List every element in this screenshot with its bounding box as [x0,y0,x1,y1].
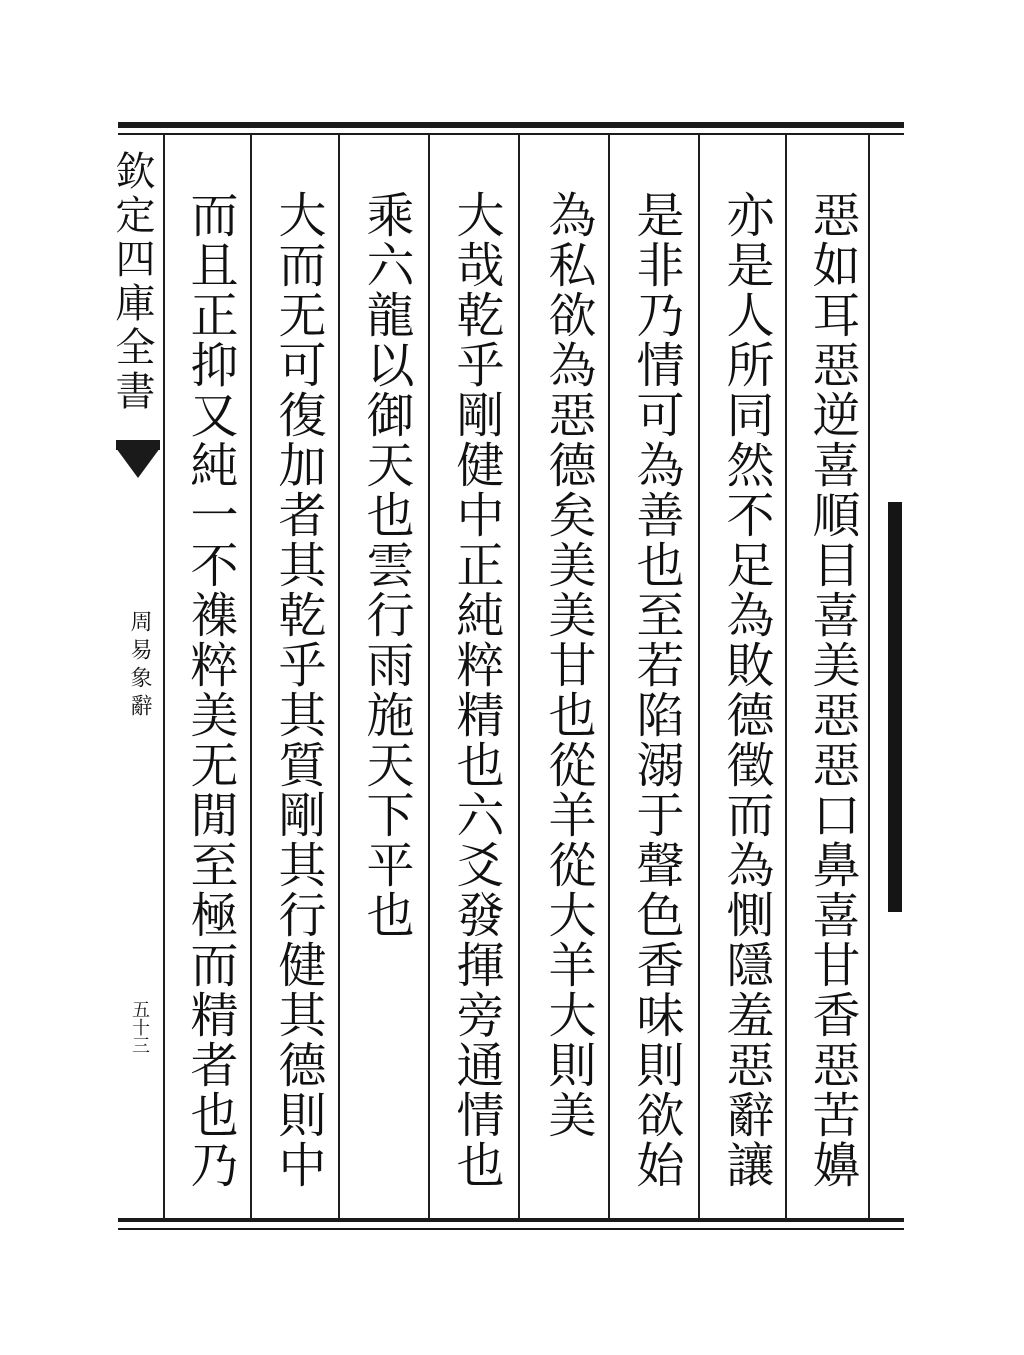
column-divider [518,135,520,1220]
bottom-border-inner [118,1228,904,1230]
margin-ink-bar [888,502,902,912]
text-column-6: 乘六龍以御天也雲行雨施天下平也 [358,190,414,940]
fish-tail-mark [116,448,160,478]
collection-title: 欽定四庫全書 [109,150,155,414]
book-title: 周易象辭 [127,610,152,722]
text-column-8: 而且正抑又純一不襍粹美无閒至極而精者也乃 [182,190,238,1190]
text-column-7: 大而无可復加者其乾乎其質剛其行健其德則中 [270,190,326,1190]
page-number: 五十三 [129,1000,150,1054]
text-column-5: 大哉乾乎剛健中正純粹精也六爻發揮旁通情也 [448,190,504,1190]
text-column-3: 是非乃情可為善也至若陷溺于聲色香味則欲始 [628,190,684,1190]
text-column-1: 惡如耳惡逆喜順目喜美惡惡口鼻喜甘香惡苦嬶 [804,190,860,1190]
text-column-2: 亦是人所同然不足為敗德徵而為惻隱羞惡辭讓 [718,190,774,1190]
top-border [118,122,904,128]
page-margin-column [100,140,160,1220]
column-divider [163,135,165,1220]
column-divider [428,135,430,1220]
text-column-4: 為私欲為惡德矣美美甘也從羊從大羊大則美 [540,190,596,1140]
column-divider [698,135,700,1220]
